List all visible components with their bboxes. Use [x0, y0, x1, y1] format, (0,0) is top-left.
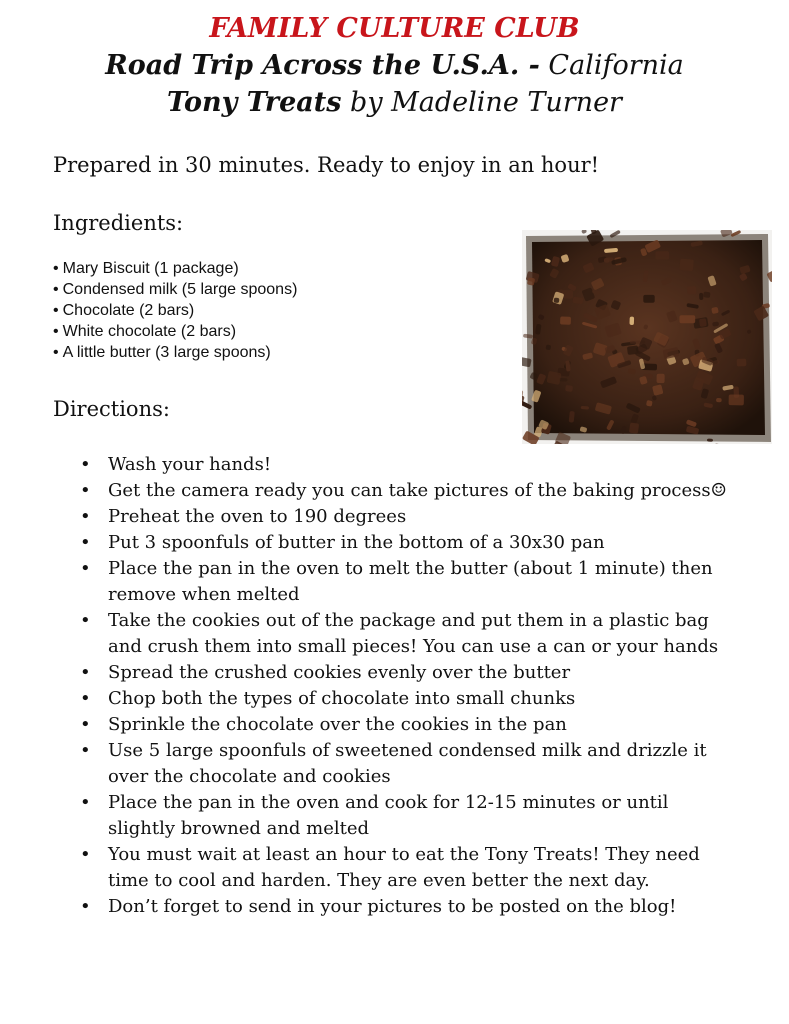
brownie-chunk: [737, 359, 747, 367]
direction-step: • Use 5 large spoonfuls of sweetened condensed milk and drizzle it over the chocolate and cookies: [80, 740, 707, 787]
direction-step: • Place the pan in the oven to melt the butter (about 1 minute) then remove when melted: [80, 558, 713, 605]
direction-step: • Don’t forget to send in your pictures to be posted on the blog!: [80, 896, 677, 917]
recipe-title-line: [0, 84, 789, 121]
brownie-chunk: [679, 259, 693, 272]
brownie-chunk: [604, 258, 610, 263]
brownie-chunk: [680, 315, 696, 323]
brownie-chunk: [716, 398, 722, 402]
direction-step: • Wash your hands!: [80, 454, 272, 475]
brownie-chunk: [687, 286, 696, 294]
direction-step: • Take the cookies out of the package and put them in a plastic bag and crush them into small pieces! You can use a can or your hands: [80, 610, 719, 657]
series-title: Road Trip Across the U.S.A. -: [105, 50, 540, 81]
brownie-chunk: [629, 317, 634, 326]
direction-step: • You must wait at least an hour to eat the Tony Treats! They need time to cool and harden. They are even better the next day.: [80, 844, 700, 891]
ingredient-item: • Mary Biscuit (1 package): [53, 260, 239, 277]
brownie-chunk: [699, 318, 707, 327]
brownie-chunk: [629, 422, 639, 433]
brownie-chunk: [565, 385, 573, 392]
document-header: [0, 10, 789, 121]
brownie-chunk: [703, 292, 710, 298]
ingredient-item: • A little butter (3 large spoons): [53, 344, 271, 361]
ingredients-list: [53, 258, 297, 363]
brownie-chunk: [560, 316, 571, 324]
prepared-time-text: Prepared in 30 minutes. Ready to enjoy in an hour!: [53, 153, 600, 177]
brownie-chunk: [655, 251, 669, 260]
club-title: FAMILY CULTURE CLUB: [209, 13, 580, 44]
direction-step: • Preheat the oven to 190 degrees: [80, 506, 407, 527]
ingredient-item: • Condensed milk (5 large spoons): [53, 281, 298, 298]
directions-heading: Directions:: [53, 397, 170, 421]
brownie-chunk: [643, 295, 654, 303]
brownie-chunk: [699, 293, 703, 300]
ingredients-heading: Ingredients:: [53, 211, 184, 235]
direction-step: • Sprinkle the chocolate over the cookies in the pan: [80, 714, 567, 735]
tony-treats-photo: [522, 230, 772, 444]
recipe-name: Tony Treats: [167, 87, 342, 118]
brownie-chunk: [729, 394, 744, 405]
direction-step: • Chop both the types of chocolate into small chunks: [80, 688, 576, 709]
brownie-chunk: [562, 290, 573, 299]
direction-step: • Spread the crushed cookies evenly over the butter: [80, 662, 571, 683]
direction-step: • Put 3 spoonfuls of butter in the bottom of a 30x30 pan: [80, 532, 605, 553]
brownie-chunk: [657, 374, 665, 383]
direction-step: • Place the pan in the oven and cook for 12-15 minutes or until slightly browned and melted: [80, 792, 669, 839]
state-name: California: [548, 50, 684, 81]
direction-step: • Get the camera ready you can take pictures of the baking process☺: [80, 480, 727, 501]
directions-list: [0, 452, 789, 920]
series-title-line: [0, 47, 789, 84]
ingredient-item: • White chocolate (2 bars): [53, 323, 237, 340]
ingredient-item: • Chocolate (2 bars): [53, 302, 195, 319]
byline: by Madeline Turner: [350, 87, 622, 118]
tony-treats-pan-icon: [522, 230, 772, 444]
